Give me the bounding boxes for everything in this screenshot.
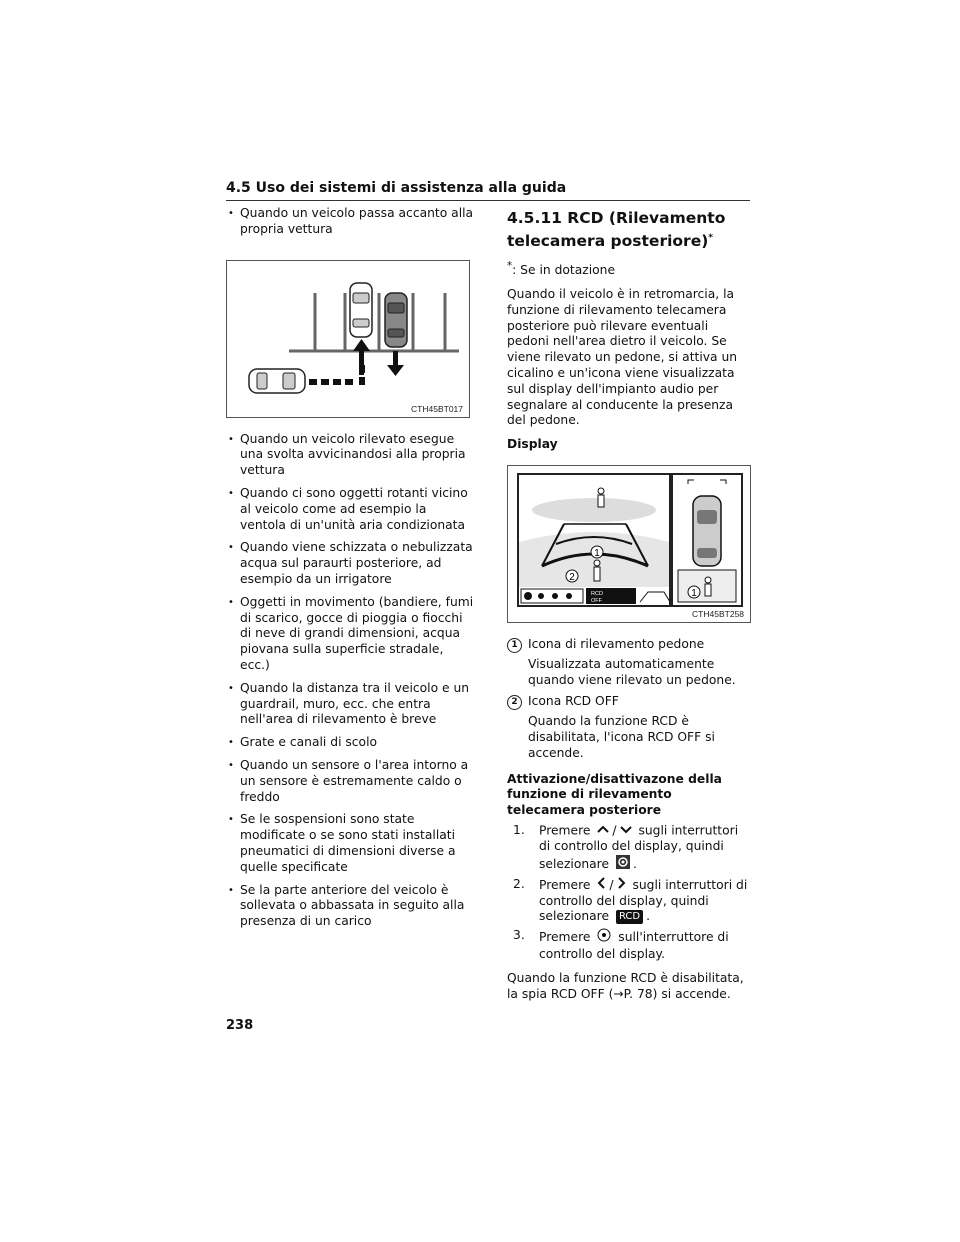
callout-1-label: 1 xyxy=(594,548,600,560)
legend-desc: Visualizzata automaticamente quando viene rilevato un pedone. xyxy=(528,656,736,687)
bullet-text: • Se la parte anteriore del veicolo è sollevata o abbassata in seguito alla presenza di un carico xyxy=(240,882,465,929)
page-number: 238 xyxy=(226,1018,254,1033)
legend-number: 2 xyxy=(507,695,522,710)
passing-car-icon xyxy=(249,369,305,393)
step-number: 2. xyxy=(513,876,525,891)
parking-illustration xyxy=(227,261,469,417)
dashed-path-icon xyxy=(309,365,365,385)
bullet-item xyxy=(226,883,476,930)
parked-car-white-icon xyxy=(350,283,372,337)
callout-1-label: 1 xyxy=(691,588,697,600)
chevron-down-icon xyxy=(620,823,632,839)
top-view-car-icon xyxy=(693,496,721,566)
step-number: 3. xyxy=(513,928,525,943)
step-2 xyxy=(507,877,751,925)
legend-item-1 xyxy=(507,637,751,688)
left-column xyxy=(226,206,476,937)
bullet-item xyxy=(226,681,476,728)
bullet-text: • Quando un sensore o l'area intorno a un sensore è estremamente caldo o freddo xyxy=(240,757,469,804)
bullet-item xyxy=(226,432,476,479)
chevron-left-icon xyxy=(597,877,606,894)
intro-paragraph: Quando il veicolo è in retromarcia, la funzione di rilevamento telecamera posteriore può rilevare eventuali pedoni nell'area dietro il veicolo. Se viene rilevato un pedone, si attiva un cicalino e un'icona viene visualizzata sul display dell'impianto audio per segnalare al conducente la presenza del pedone. xyxy=(507,287,738,428)
bullet-text: • Quando un veicolo rilevato esegue una svolta avvicinandosi alla propria vettura xyxy=(240,431,466,478)
footnote xyxy=(507,259,751,279)
step-text: Premere xyxy=(539,877,591,892)
bullet-item xyxy=(226,595,476,674)
bullet-item xyxy=(226,735,476,751)
parking-figure xyxy=(226,260,470,418)
step-number: 1. xyxy=(513,822,525,837)
bullet-text: • Oggetti in movimento (bandiere, fumi di scarico, gocce di pioggia o fiocchi di neve di grandi dimensioni, acqua piovana sulla superficie stradale, ecc.) xyxy=(240,594,474,672)
bullet-item xyxy=(226,486,476,533)
step-1 xyxy=(507,823,751,874)
chevron-up-icon xyxy=(597,823,609,839)
bullet-text: • Quando ci sono oggetti rotanti vicino al veicolo come ad esempio la ventola di un'unità aria condizionata xyxy=(240,485,468,532)
pedestrian-icon xyxy=(598,488,604,507)
section-header-text: 4.5 Uso dei sistemi di assistenza alla guida xyxy=(226,180,567,196)
legend-number: 1 xyxy=(507,638,522,653)
right-column xyxy=(507,208,751,1010)
bullet-text: • Quando un veicolo passa accanto alla propria vettura xyxy=(240,206,474,236)
pedestrian-icon xyxy=(594,560,600,581)
rcd-display-figure xyxy=(507,465,751,623)
figure-code: CTH45BT017 xyxy=(411,403,463,414)
bullet-item xyxy=(226,812,476,875)
legend-label: Icona di rilevamento pedone xyxy=(528,637,705,652)
step-text: sugli interruttori di controllo del display, quindi selezionare xyxy=(539,823,739,871)
step-text: Premere xyxy=(539,823,591,838)
legend-label: Icona RCD OFF xyxy=(528,694,619,709)
legend-desc: Quando la funzione RCD è disabilitata, l'icona RCD OFF si accende. xyxy=(528,714,715,760)
title-mark: * xyxy=(708,233,714,243)
settings-gear-icon xyxy=(616,855,630,874)
legend-item-2 xyxy=(507,694,751,761)
activation-heading: Attivazione/disattivazone della funzione di rilevamento telecamera posteriore xyxy=(507,771,722,818)
step-3 xyxy=(507,928,751,963)
step-end: . xyxy=(646,909,651,924)
bullet-text: • Quando viene schizzata o nebulizzata acqua sul paraurti posteriore, ad esempio da un irrigatore xyxy=(240,540,473,586)
step-text: Premere xyxy=(539,930,591,945)
pedestrian-icon xyxy=(705,577,711,596)
chevron-right-icon xyxy=(617,877,626,894)
step-end: . xyxy=(632,856,637,871)
arrow-down-icon xyxy=(387,351,404,376)
bullet-item xyxy=(226,758,476,805)
figure-code: CTH45BT258 xyxy=(692,609,744,620)
footnote-mark: * xyxy=(507,260,513,273)
bullet-text: • Se le sospensioni sono state modificate o se sono stati installati pneumatici di dimensioni diverse a quelle specificate xyxy=(240,812,456,874)
callout-2-label: 2 xyxy=(569,572,575,584)
section-header xyxy=(226,178,750,201)
rcd-badge-icon: RCD xyxy=(616,910,643,924)
closing-paragraph: Quando la funzione RCD è disabilitata, la spia RCD OFF (→P. 78) si accende. xyxy=(507,970,744,1001)
parked-car-dark-icon xyxy=(385,293,407,347)
rcd-off-label-line1: RCD xyxy=(591,591,603,598)
step-text: sull'interruttore di controllo del display. xyxy=(539,930,729,961)
rcd-display-illustration xyxy=(508,466,750,622)
rcd-off-label-line2: OFF xyxy=(591,598,602,605)
display-heading: Display xyxy=(507,437,558,452)
step-slash: / xyxy=(609,877,614,892)
section-title xyxy=(507,208,751,251)
step-slash: / xyxy=(612,823,617,838)
bullet-text: • Quando la distanza tra il veicolo e un guardrail, muro, ecc. che entra nell'area di rilevamento è breve xyxy=(240,680,470,727)
footnote-text: : Se in dotazione xyxy=(512,263,616,278)
bullet-item xyxy=(226,540,476,587)
section-title-text: 4.5.11 RCD (Rilevamento telecamera posteriore) xyxy=(507,209,726,251)
ok-button-icon xyxy=(597,928,611,947)
bullet-item xyxy=(226,206,476,238)
bullet-text: • Grate e canali di scolo xyxy=(240,735,378,750)
step-text: sugli interruttori di controllo del display, quindi selezionare xyxy=(539,877,748,924)
